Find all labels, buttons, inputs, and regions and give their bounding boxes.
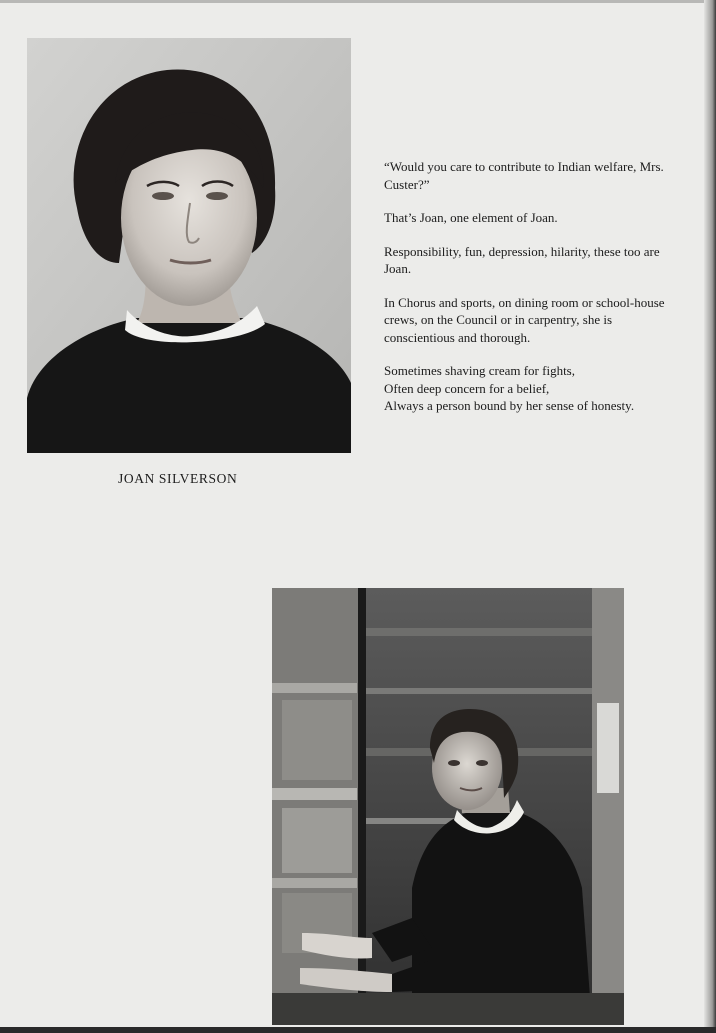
poem-line: Always a person bound by her sense of honesty.	[384, 398, 635, 413]
activities-paragraph: In Chorus and sports, on dining room or school-house crews, on the Council or in carpentry, she is conscientious and thorough.	[384, 294, 665, 345]
page-bottom-edge	[0, 1027, 716, 1033]
portrait-caption: JOAN SILVERSON	[118, 471, 238, 486]
biography-text	[384, 158, 684, 431]
poem-line: Often deep concern for a belief,	[384, 380, 550, 396]
portrait-photo	[27, 38, 351, 453]
traits-paragraph: Responsibility, fun, depression, hilarity, these too are Joan.	[384, 243, 660, 276]
page-right-edge	[704, 0, 716, 1033]
poem	[384, 362, 684, 415]
element-paragraph: That’s Joan, one element of Joan.	[384, 210, 558, 225]
candid-illustration	[272, 588, 624, 1025]
page-top-edge	[0, 0, 716, 3]
poem-line: Sometimes shaving cream for fights,	[384, 363, 575, 378]
portrait-illustration	[27, 38, 351, 453]
candid-photo	[272, 588, 624, 1025]
quote-paragraph: “Would you care to contribute to Indian welfare, Mrs. Custer?”	[384, 159, 664, 192]
